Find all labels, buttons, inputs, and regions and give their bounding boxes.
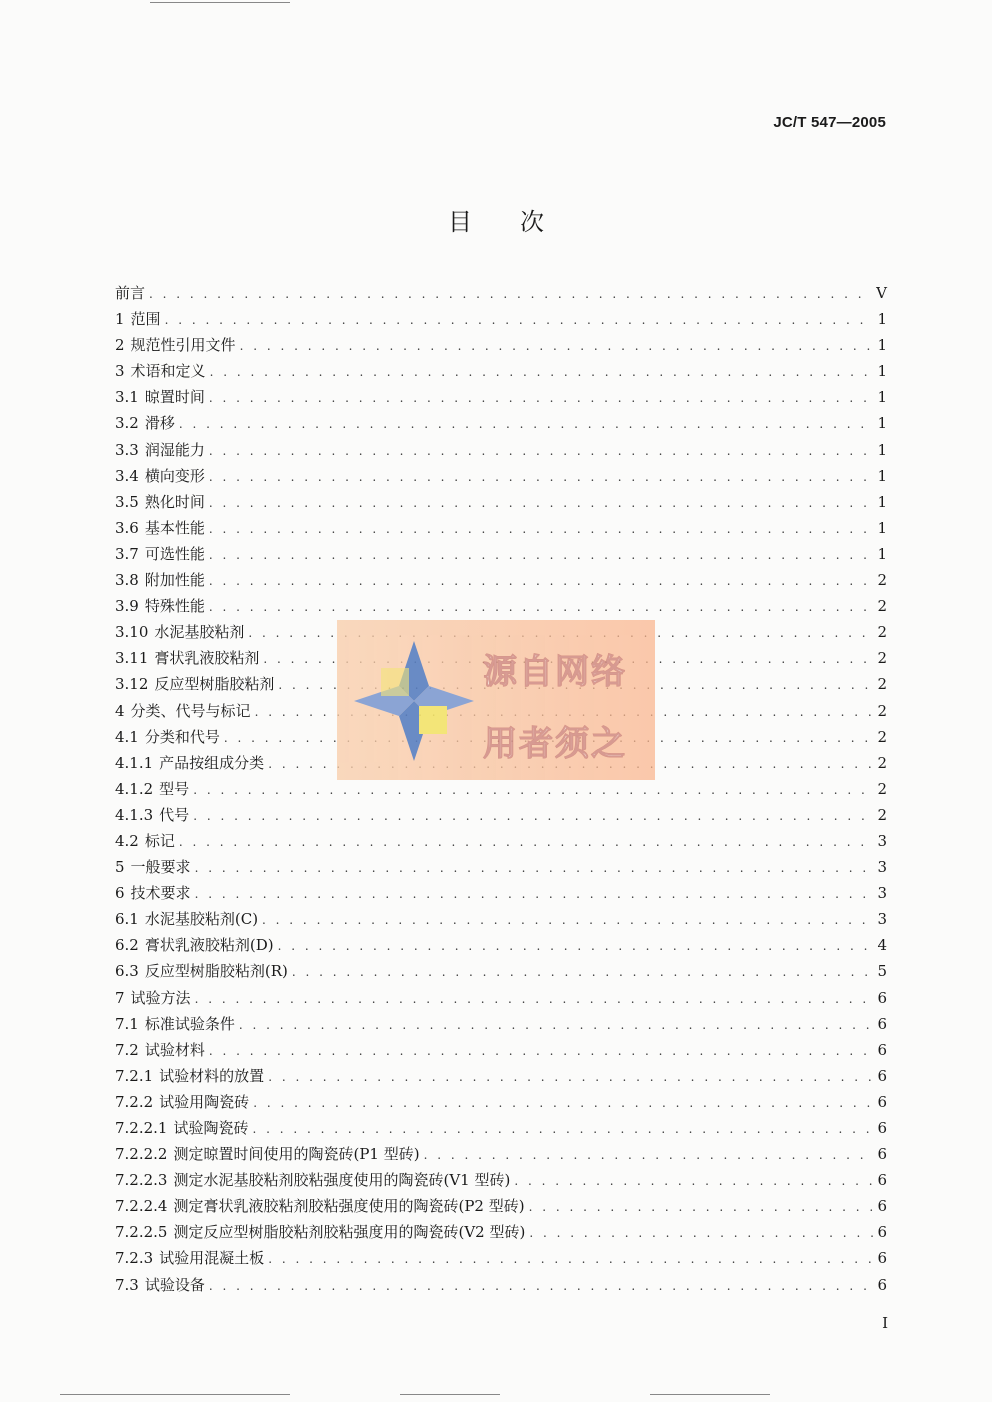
toc-entry-number: 3.4: [115, 466, 139, 485]
toc-entry-title: 滑移: [144, 414, 175, 433]
toc-entry-number: 7.2.2.2: [115, 1145, 168, 1164]
toc-entry-number: 4.2: [115, 831, 139, 850]
toc-entry-number: 7.2: [115, 1040, 139, 1059]
toc-entry-title: 测定膏状乳液胶粘剂胶粘强度使用的陶瓷砖(P2 型砖): [173, 1197, 525, 1216]
toc-entry: [115, 1117, 887, 1143]
toc-entry-number: 3.1: [115, 388, 139, 407]
toc-entry-page: 6: [877, 1275, 887, 1294]
toc-entry-page: 6: [877, 988, 887, 1007]
toc-entry-title: 横向变形: [144, 466, 205, 485]
toc-entry-number: 7.2.2.4: [115, 1197, 168, 1216]
toc-entry: [115, 856, 887, 882]
toc-entry-number: 7.2.2.1: [115, 1119, 168, 1137]
page-title: 目次: [448, 208, 592, 236]
page-number: I: [882, 1314, 888, 1332]
toc-entry-title: 产品按组成分类: [159, 753, 265, 772]
toc-entry-title: 膏状乳液胶粘剂: [154, 649, 260, 668]
toc-entry-page: 6: [877, 1249, 887, 1268]
toc-entry-number: 5: [115, 858, 125, 877]
toc-entry-page: 2: [877, 675, 887, 694]
toc-entry-title: 晾置时间: [144, 388, 205, 407]
toc-entry-page: 1: [877, 492, 887, 511]
toc-entry-page: 6: [877, 1223, 887, 1242]
toc-entry-title: 范围: [130, 310, 161, 329]
toc-entry-title: 水泥基胶粘剂: [154, 623, 245, 642]
toc-entry-title: 分类、代号与标记: [130, 701, 251, 720]
watermark-logo-icon: [349, 636, 479, 766]
toc-entry-leader: [195, 992, 873, 1006]
toc-entry: [115, 882, 887, 908]
toc-entry-title: 反应型树脂胶粘剂: [154, 675, 275, 694]
toc-entry-leader: [253, 1122, 874, 1136]
toc-entry: [115, 1221, 887, 1247]
toc-entry-title: 润湿能力: [144, 440, 205, 459]
toc-entry: [115, 934, 887, 960]
toc-entry-title: 前言: [115, 284, 146, 302]
toc-entry-title: 规范性引用文件: [130, 336, 236, 355]
toc-entry-leader: [209, 470, 873, 484]
toc-entry-number: 4: [115, 701, 125, 720]
toc-entry: [115, 439, 887, 465]
toc-entry-title: 测定晾置时间使用的陶瓷砖(P1 型砖): [173, 1145, 420, 1164]
toc-entry-page: 1: [877, 414, 887, 433]
toc-entry: [115, 1274, 887, 1300]
toc-entry-leader: [268, 1070, 873, 1084]
toc-entry-number: 3.3: [115, 440, 139, 459]
toc-entry-page: 4: [877, 936, 887, 955]
toc-entry-number: 4.1.2: [115, 779, 154, 798]
toc-entry-page: 3: [877, 910, 887, 929]
toc-entry-number: 7.2.1: [115, 1066, 154, 1085]
toc-entry-leader: [239, 1018, 873, 1032]
toc-entry-title: 附加性能: [144, 571, 205, 590]
toc-entry-leader: [253, 1096, 873, 1110]
toc-entry-number: 7.2.2.3: [115, 1171, 168, 1190]
toc-entry-number: 3.8: [115, 571, 139, 590]
watermark: [337, 620, 655, 780]
toc-entry-number: 3.11: [115, 649, 149, 668]
toc-entry-page: 1: [877, 440, 887, 459]
toc-entry-title: 试验方法: [130, 988, 191, 1007]
toc-entry-title: 试验用陶瓷砖: [159, 1092, 250, 1111]
toc-entry-page: 2: [877, 597, 887, 616]
toc-entry-leader: [209, 548, 873, 562]
toc-entry-leader: [195, 887, 873, 901]
toc-entry-number: 4.1.1: [115, 753, 154, 772]
toc-entry-page: 2: [877, 727, 887, 746]
toc-entry-leader: [209, 391, 873, 405]
scan-edge-bottom-2: [400, 1394, 500, 1395]
toc-entry-leader: [193, 809, 873, 823]
toc-entry: [115, 595, 887, 621]
toc-entry-number: 7.1: [115, 1014, 139, 1033]
toc-entry: [115, 778, 887, 804]
toc-entry-leader: [209, 1279, 873, 1293]
toc-entry-page: 2: [877, 571, 887, 590]
standard-code: JC/T 547—2005: [773, 114, 886, 131]
toc-entry-page: 6: [877, 1092, 887, 1111]
toc-entry: [115, 569, 887, 595]
toc-entry-leader: [529, 1226, 873, 1240]
toc-entry-page: 6: [877, 1066, 887, 1085]
scan-edge-bottom: [60, 1394, 290, 1395]
toc-entry-page: V: [876, 284, 887, 302]
toc-entry: [115, 1013, 887, 1039]
toc-entry-leader: [209, 496, 873, 510]
toc-entry-page: 1: [877, 466, 887, 485]
toc-entry-title: 基本性能: [144, 518, 205, 537]
toc-entry-page: 6: [877, 1171, 887, 1190]
toc-entry-number: 3.2: [115, 414, 139, 433]
toc-entry-title: 试验材料: [144, 1040, 205, 1059]
toc-entry-number: 7.2.2: [115, 1092, 154, 1111]
toc-entry-number: 6.3: [115, 962, 139, 981]
scan-edge-top: [150, 2, 290, 3]
toc-entry-leader: [262, 913, 873, 927]
toc-entry-leader: [529, 1200, 873, 1214]
toc-entry-page: 1: [877, 310, 887, 329]
toc-entry-page: 3: [877, 858, 887, 877]
toc-entry-page: 2: [877, 623, 887, 642]
toc-entry-title: 标准试验条件: [144, 1014, 235, 1033]
toc-entry-number: 7.2.3: [115, 1249, 154, 1268]
toc-entry-number: 6.1: [115, 910, 139, 929]
toc-entry-title: 特殊性能: [144, 597, 205, 616]
toc-entry-leader: [424, 1148, 873, 1162]
toc-entry: [115, 282, 887, 308]
toc-entry-page: 6: [877, 1197, 887, 1216]
toc-entry-leader: [209, 600, 873, 614]
toc-entry-leader: [195, 861, 873, 875]
toc-entry-title: 一般要求: [130, 858, 191, 877]
toc-entry-number: 3.7: [115, 544, 139, 563]
toc-entry-number: 4.1: [115, 727, 139, 746]
toc-entry-page: 2: [877, 753, 887, 772]
toc-entry-number: 7.2.2.5: [115, 1223, 168, 1242]
toc-entry-page: 1: [877, 336, 887, 355]
table-of-contents: [115, 282, 887, 1300]
toc-entry-title: 测定水泥基胶粘剂胶粘强度使用的陶瓷砖(V1 型砖): [173, 1171, 511, 1190]
toc-entry-leader: [209, 574, 873, 588]
toc-entry: [115, 517, 887, 543]
toc-entry: [115, 1091, 887, 1117]
toc-entry-number: 3: [115, 362, 125, 381]
toc-entry-page: 6: [877, 1145, 887, 1164]
toc-entry-page: 5: [877, 962, 887, 981]
toc-entry-title: 可选性能: [144, 544, 205, 563]
watermark-text-line1: 源自网络: [483, 652, 627, 692]
toc-entry-page: 6: [877, 1119, 887, 1137]
toc-entry-number: 6.2: [115, 936, 139, 955]
toc-entry-leader: [209, 444, 873, 458]
toc-entry: [115, 465, 887, 491]
toc-entry-number: 3.5: [115, 492, 139, 511]
toc-entry-number: 3.12: [115, 675, 149, 694]
toc-entry-title: 术语和定义: [130, 362, 206, 381]
toc-entry: [115, 386, 887, 412]
toc-entry-leader: [149, 287, 872, 301]
toc-entry-title: 代号: [159, 805, 190, 824]
toc-entry-title: 试验陶瓷砖: [173, 1119, 249, 1137]
toc-entry-title: 测定反应型树脂胶粘剂胶粘强度用的陶瓷砖(V2 型砖): [173, 1223, 526, 1242]
toc-entry: [115, 1065, 887, 1091]
toc-entry: [115, 1039, 887, 1065]
toc-entry-title: 试验材料的放置: [159, 1066, 265, 1085]
toc-entry: [115, 908, 887, 934]
toc-entry: [115, 543, 887, 569]
toc-entry: [115, 804, 887, 830]
toc-entry-number: 3.6: [115, 518, 139, 537]
toc-entry: [115, 412, 887, 438]
toc-entry-title: 试验设备: [144, 1275, 205, 1294]
toc-entry-number: 3.10: [115, 623, 149, 642]
toc-entry-number: 6: [115, 884, 125, 903]
toc-entry-number: 7.3: [115, 1275, 139, 1294]
toc-entry-title: 型号: [159, 779, 190, 798]
toc-entry-page: 1: [877, 362, 887, 381]
toc-entry-leader: [165, 313, 873, 327]
toc-entry-leader: [240, 339, 873, 353]
toc-entry-number: 1: [115, 310, 125, 329]
toc-entry: [115, 1195, 887, 1221]
watermark-text-line2: 用者须之: [483, 724, 627, 764]
toc-entry-leader: [514, 1174, 873, 1188]
toc-entry-page: 1: [877, 544, 887, 563]
toc-entry-leader: [179, 835, 873, 849]
toc-entry-title: 分类和代号: [144, 727, 220, 746]
toc-entry-page: 2: [877, 701, 887, 720]
toc-entry-page: 6: [877, 1040, 887, 1059]
toc-entry-leader: [292, 965, 873, 979]
toc-entry: [115, 491, 887, 517]
toc-entry-leader: [209, 1044, 873, 1058]
toc-entry-leader: [268, 1252, 873, 1266]
toc-entry-title: 熟化时间: [144, 492, 205, 511]
toc-entry-number: 7: [115, 988, 125, 1007]
toc-entry-leader: [179, 417, 873, 431]
toc-entry-leader: [210, 365, 873, 379]
toc-entry: [115, 987, 887, 1013]
toc-entry: [115, 360, 887, 386]
toc-entry-number: 4.1.3: [115, 805, 154, 824]
toc-entry: [115, 334, 887, 360]
toc-entry-page: 2: [877, 805, 887, 824]
scan-edge-bottom-3: [650, 1394, 770, 1395]
toc-entry-title: 反应型树脂胶粘剂(R): [144, 962, 288, 981]
toc-entry-page: 3: [877, 831, 887, 850]
toc-entry-number: 2: [115, 336, 125, 355]
toc-entry: [115, 308, 887, 334]
toc-entry-page: 2: [877, 779, 887, 798]
toc-entry-page: 1: [877, 388, 887, 407]
toc-entry: [115, 960, 887, 986]
toc-entry: [115, 1143, 887, 1169]
toc-entry-page: 3: [877, 884, 887, 903]
toc-entry-leader: [209, 522, 873, 536]
toc-entry: [115, 1247, 887, 1273]
toc-entry-leader: [278, 939, 873, 953]
toc-entry-page: 6: [877, 1014, 887, 1033]
toc-entry-page: 1: [877, 518, 887, 537]
toc-entry-title: 技术要求: [130, 884, 191, 903]
toc-entry-title: 标记: [144, 831, 175, 850]
toc-entry-leader: [193, 783, 873, 797]
toc-entry: [115, 1169, 887, 1195]
toc-entry-number: 3.9: [115, 597, 139, 616]
toc-entry: [115, 830, 887, 856]
toc-entry-title: 试验用混凝土板: [159, 1249, 265, 1268]
toc-entry-title: 膏状乳液胶粘剂(D): [144, 936, 274, 955]
toc-entry-title: 水泥基胶粘剂(C): [144, 910, 259, 929]
toc-entry-page: 2: [877, 649, 887, 668]
